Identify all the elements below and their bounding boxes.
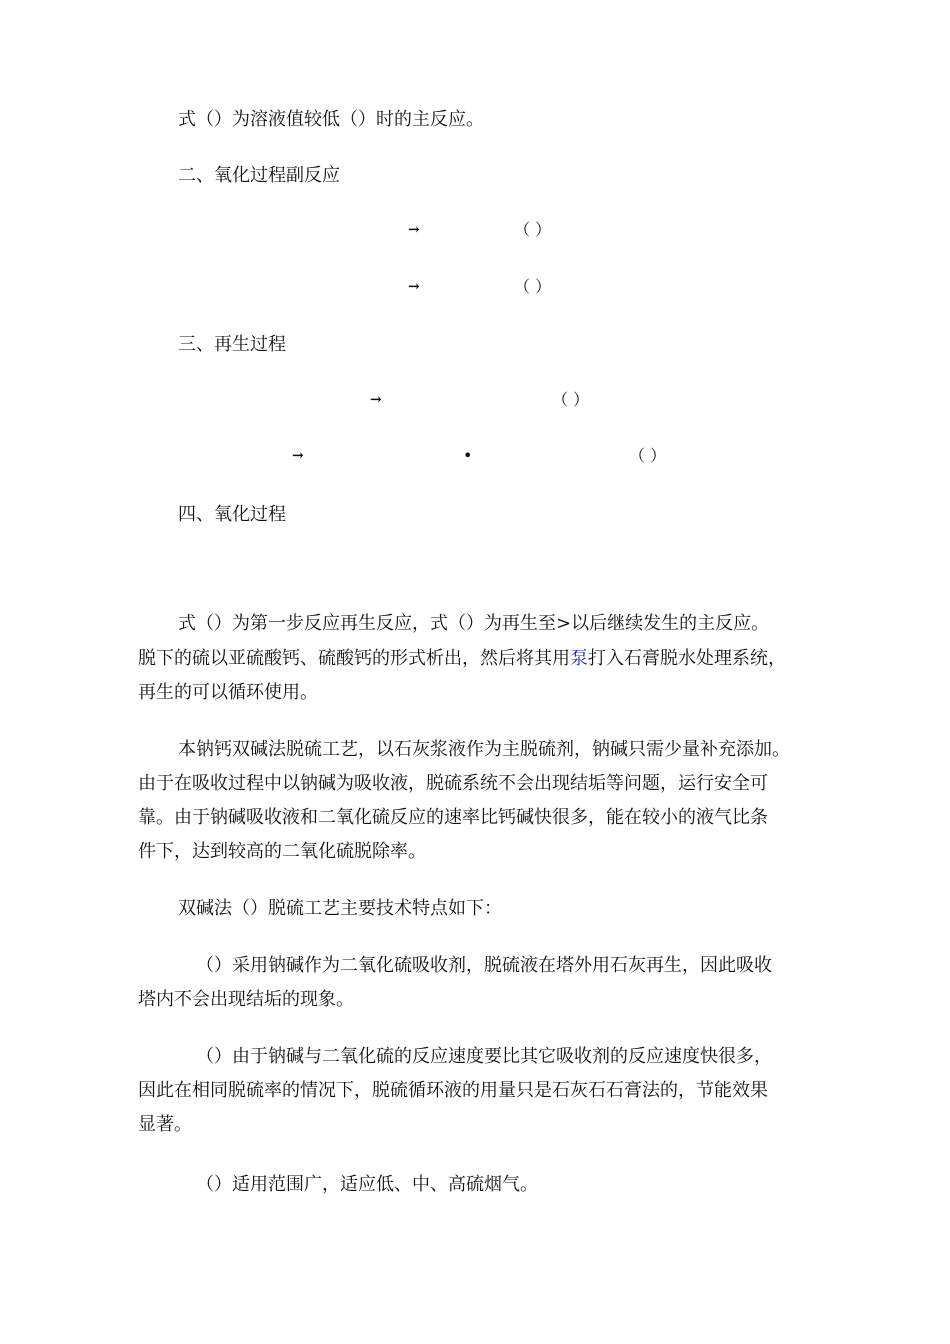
paragraph-3: 双碱法（）脱硫工艺主要技术特点如下： xyxy=(178,898,502,919)
equation-2-arrow: → xyxy=(408,279,420,295)
paragraph-2-line-4: 件下，达到较高的二氧化硫脱除率。 xyxy=(138,841,426,862)
section-heading-4: 四、氧化过程 xyxy=(178,504,286,525)
feature-1-line-2: 塔内不会出现结垢的现象。 xyxy=(138,989,354,1010)
paragraph-1-line-1: 式（）为第一步反应再生反应，式（）为再生至>以后继续发生的主反应。 xyxy=(178,613,770,634)
feature-2-line-2: 因此在相同脱硫率的情况下，脱硫循环液的用量只是石灰石石膏法的，节能效果 xyxy=(138,1080,768,1101)
equation-4-number: （ ） xyxy=(629,446,667,465)
paragraph-reaction-note: 式（）为溶液值较低（）时的主反应。 xyxy=(178,109,484,130)
feature-2-line-3: 显著。 xyxy=(138,1114,192,1135)
feature-1-line-1: （）采用钠碱作为二氧化硫吸收剂，脱硫液在塔外用石灰再生，因此吸收 xyxy=(196,955,772,976)
paragraph-2-line-3: 靠。由于钠碱吸收液和二氧化硫反应的速率比钙碱快很多，能在较小的液气比条 xyxy=(138,807,768,828)
equation-3-arrow: → xyxy=(370,392,382,408)
pump-link[interactable]: 泵 xyxy=(570,648,588,669)
paragraph-1-text-a: 脱下的硫以亚硫酸钙、硫酸钙的形式析出，然后将其用 xyxy=(138,648,570,669)
paragraph-2-line-2: 由于在吸收过程中以钠碱为吸收液，脱硫系统不会出现结垢等问题，运行安全可 xyxy=(138,773,768,794)
paragraph-1-text-b: 打入石膏脱水处理系统， xyxy=(588,648,786,669)
feature-2-line-1: （）由于钠碱与二氧化硫的反应速度要比其它吸收剂的反应速度快很多， xyxy=(196,1046,772,1067)
equation-2-number: （ ） xyxy=(514,277,552,296)
equation-4-dot: • xyxy=(463,446,473,465)
paragraph-1-line-3: 再生的可以循环使用。 xyxy=(138,682,318,703)
section-heading-3: 三、再生过程 xyxy=(178,334,286,355)
equation-1-number: （ ） xyxy=(514,220,552,239)
section-heading-2: 二、氧化过程副反应 xyxy=(178,165,340,186)
paragraph-1-line-2 xyxy=(138,650,786,668)
equation-3-number: （ ） xyxy=(552,390,590,409)
feature-3: （）适用范围广，适应低、中、高硫烟气。 xyxy=(196,1174,538,1195)
paragraph-2-line-1: 本钠钙双碱法脱硫工艺，以石灰浆液作为主脱硫剂，钠碱只需少量补充添加。 xyxy=(178,739,790,760)
equation-4-arrow: → xyxy=(292,448,304,464)
equation-1-arrow: → xyxy=(408,222,420,238)
